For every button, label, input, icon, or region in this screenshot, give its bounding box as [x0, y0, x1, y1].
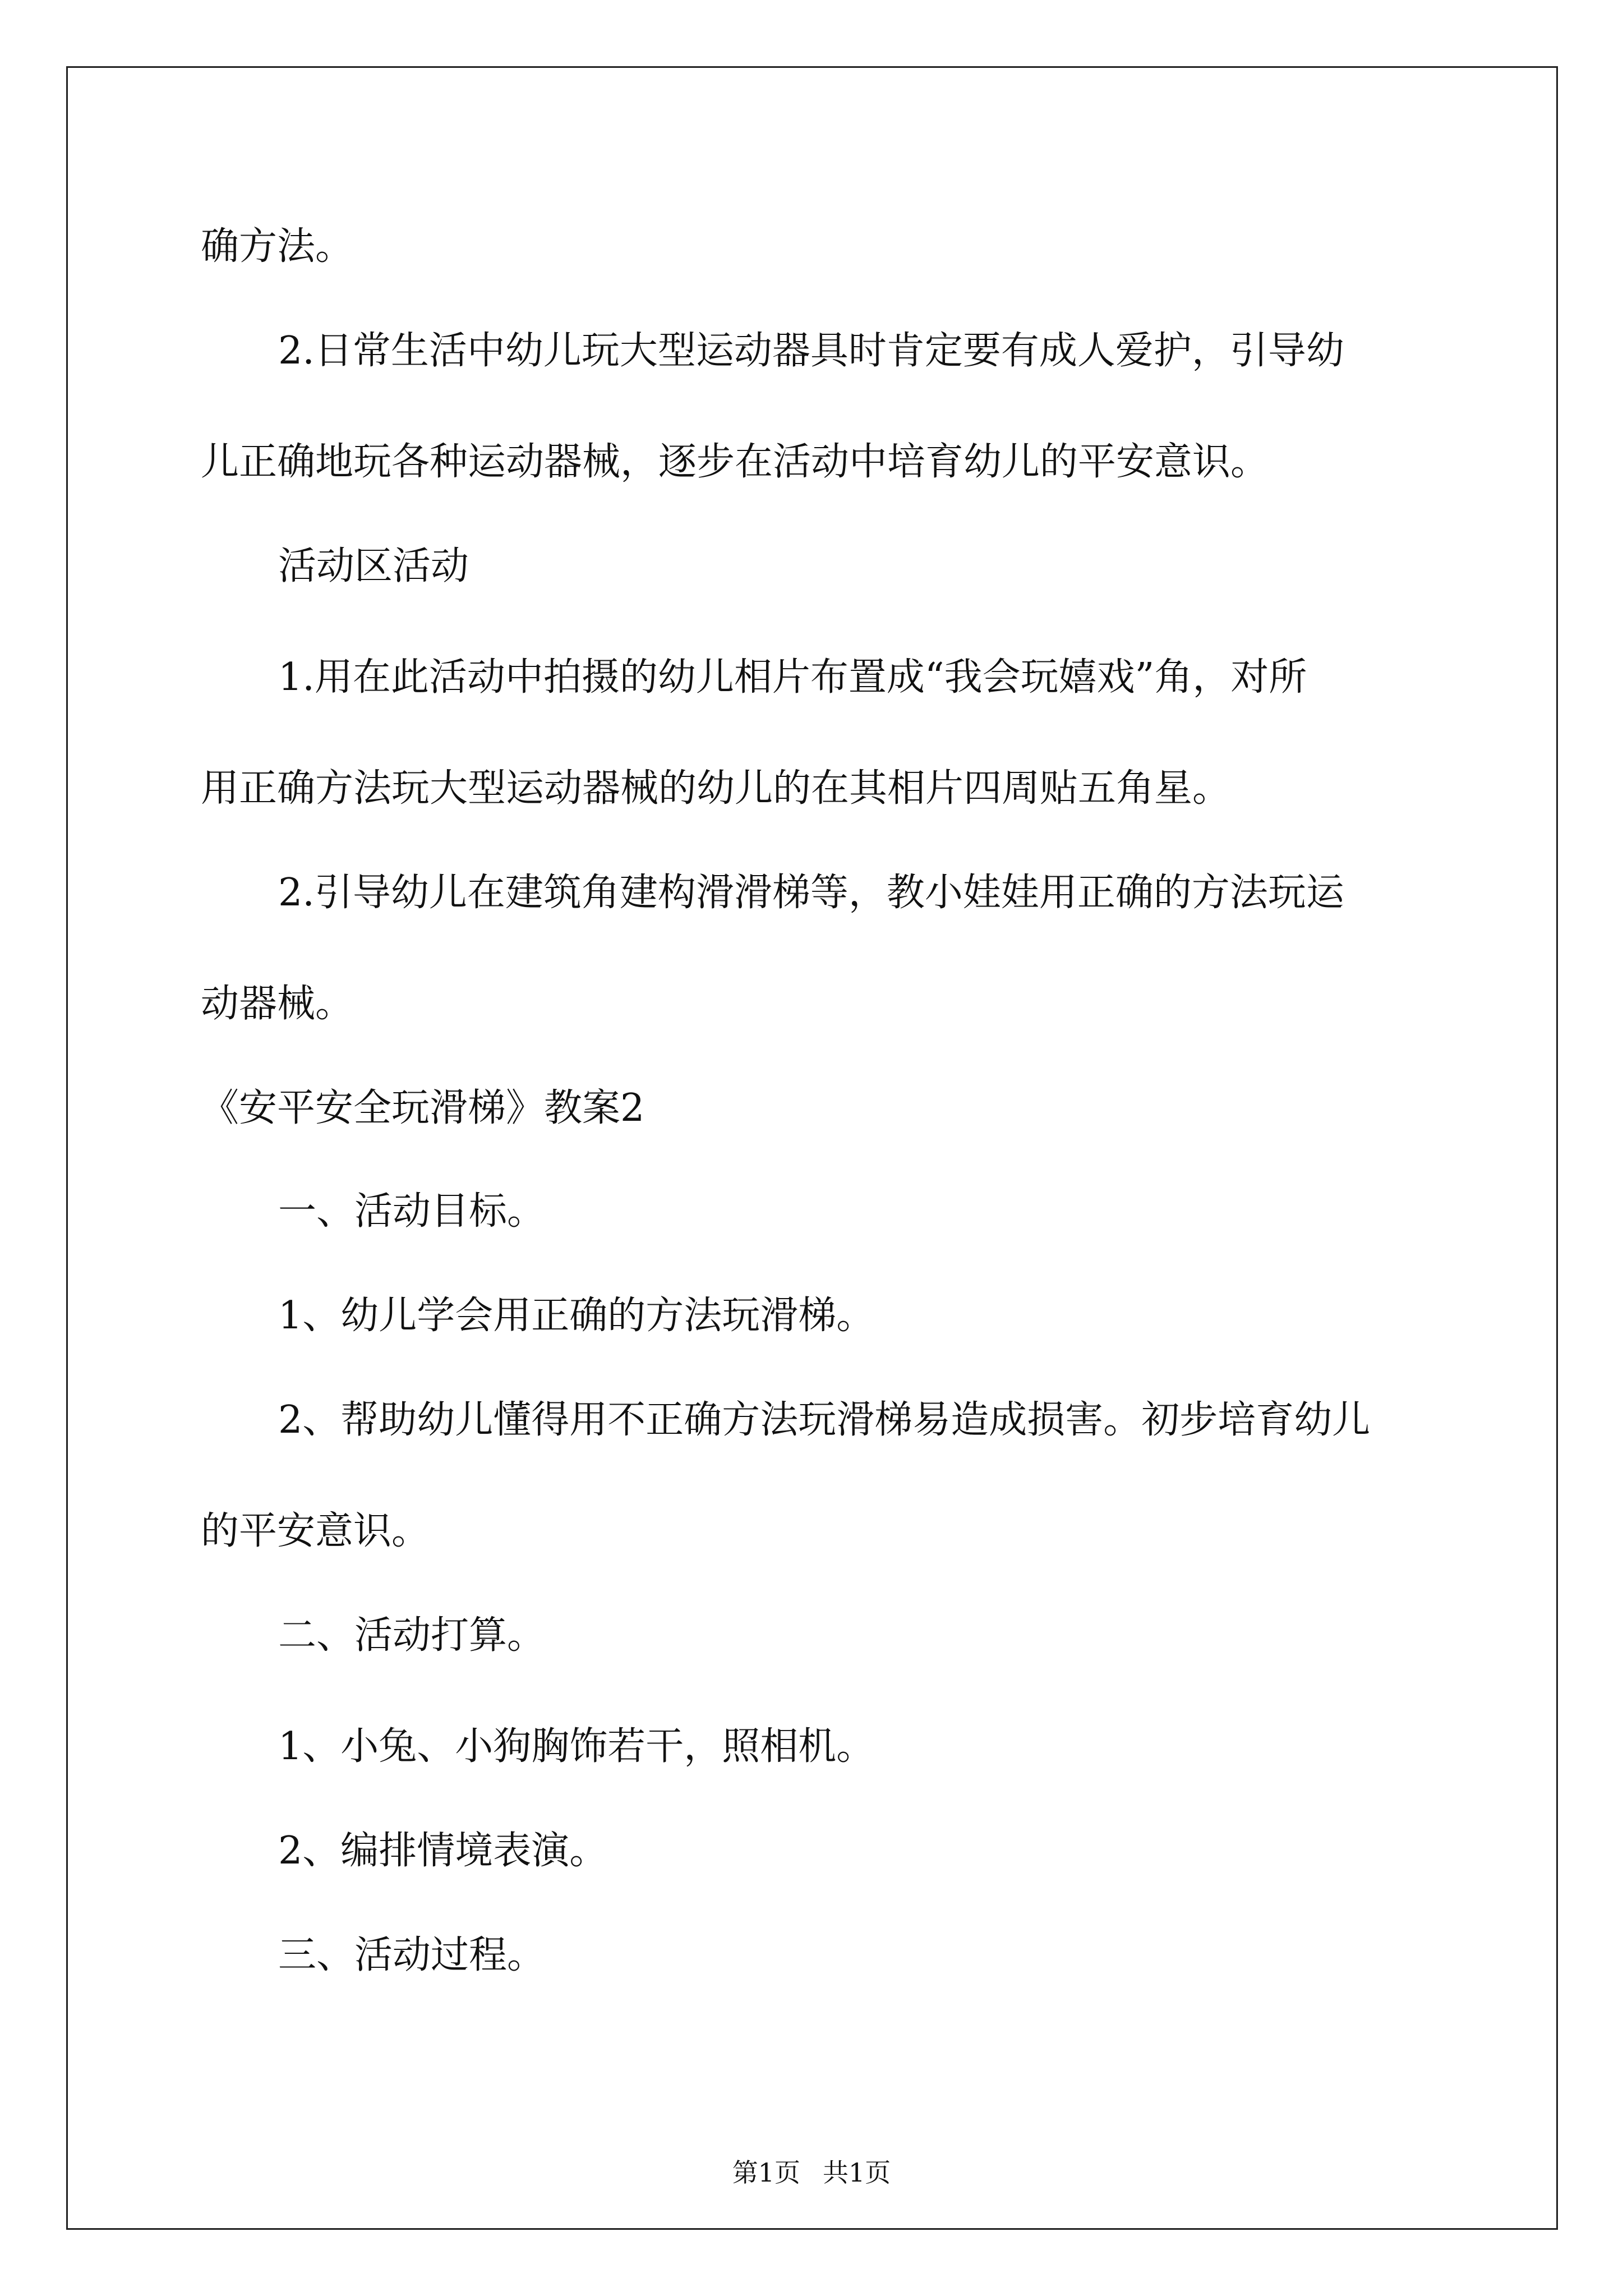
text-line: 确方法。	[201, 224, 354, 269]
text-line: 1.用在此活动中拍摄的幼儿相片布置成“我会玩嬉戏”角，对所	[278, 655, 1307, 700]
text-line: 儿正确地玩各种运动器械，逐步在活动中培育幼儿的平安意识。	[201, 440, 1269, 484]
text-line: 的平安意识。	[201, 1509, 430, 1553]
text-line: 2.日常生活中幼儿玩大型运动器具时肯定要有成人爱护，引导幼	[278, 329, 1344, 373]
text-line: 2、编排情境表演。	[278, 1829, 608, 1873]
section-heading: 活动区活动	[278, 544, 469, 588]
text-line: 1、小兔、小狗胸饰若干，照相机。	[278, 1724, 875, 1769]
section-heading: 三、活动过程。	[278, 1933, 546, 1977]
text-line: 动器械。	[201, 982, 354, 1026]
text-line: 用正确方法玩大型运动器械的幼儿的在其相片四周贴五角星。	[201, 766, 1231, 811]
page-footer	[0, 2156, 1623, 2189]
page-total: 共1页	[823, 2157, 891, 2188]
text-line: 1、幼儿学会用正确的方法玩滑梯。	[278, 1294, 875, 1338]
section-heading: 二、活动打算。	[278, 1613, 546, 1658]
section-heading: 一、活动目标。	[278, 1189, 546, 1234]
page-border	[66, 66, 1558, 2230]
document-title: 《安平安全玩滑梯》教案2	[201, 1086, 645, 1130]
text-line: 2、帮助幼儿懂得用不正确方法玩滑梯易造成损害。初步培育幼儿	[278, 1398, 1371, 1442]
page-number: 第1页	[732, 2157, 800, 2188]
text-line: 2.引导幼儿在建筑角建构滑滑梯等，教小娃娃用正确的方法玩运	[278, 871, 1344, 915]
